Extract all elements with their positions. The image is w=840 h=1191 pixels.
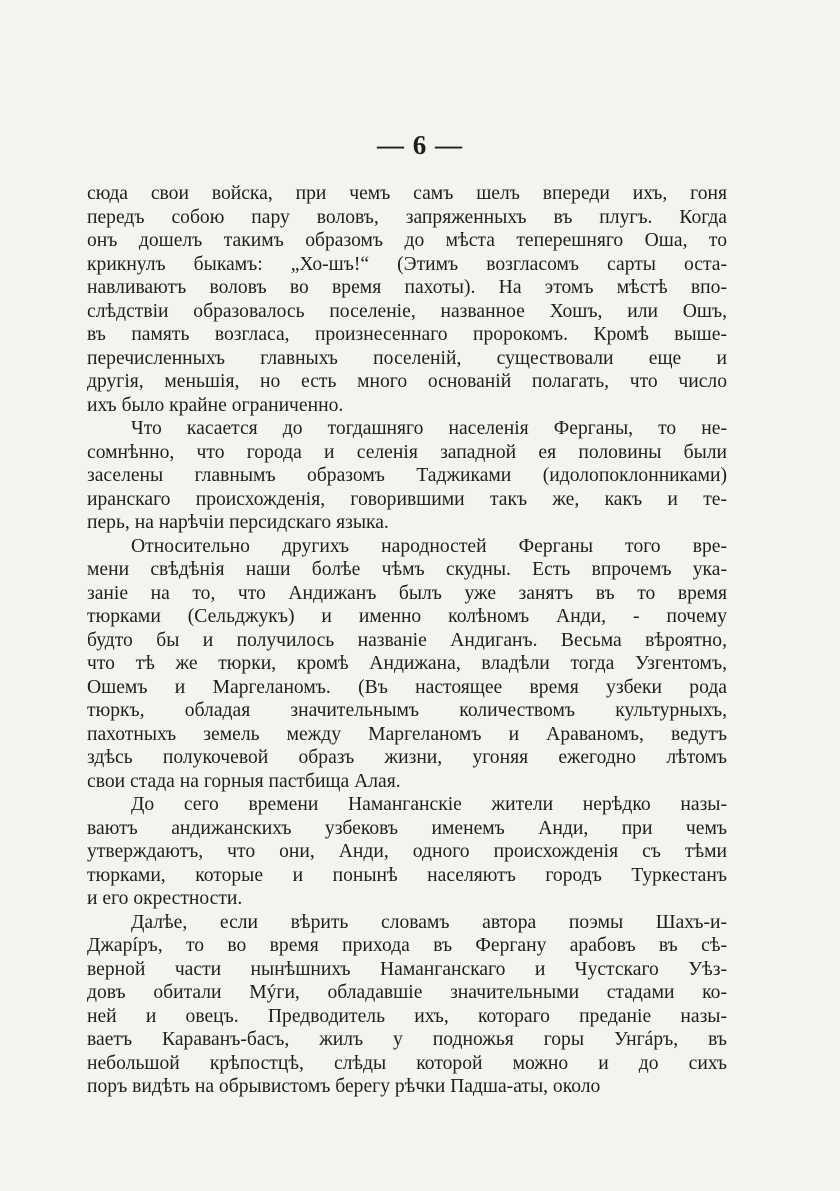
- text-line: тюрками, которые и понынѣ населяютъ городъ Туркестанъ: [87, 864, 727, 886]
- text-line: мени свѣдѣнія наши болѣе чѣмъ скудны. Есть впрочемъ ука-: [87, 559, 727, 580]
- text-line: сюда свои войска, при чемъ самъ шелъ впереди ихъ, гоня: [87, 183, 727, 204]
- text-line: Ошемъ и Маргеланомъ. (Въ настоящее время узбеки рода: [87, 676, 727, 698]
- text-line: онъ дошелъ такимъ образомъ до мѣста теперешняго Оша, то: [87, 230, 727, 251]
- text-line: иранскаго происхожденія, говорившими такъ же, какъ и те-: [87, 488, 727, 510]
- text-line: будто бы и получилось названіе Андиганъ. Весьма вѣроятно,: [87, 629, 727, 651]
- body-text: [87, 182, 727, 1099]
- text-line: ваютъ андижанскихъ узбековъ именемъ Анди, при чемъ: [87, 817, 727, 839]
- text-line: ихъ было крайне ограниченно.: [87, 394, 344, 416]
- text-line: другія, меньшія, но есть много основаній полагать, что число: [87, 371, 727, 392]
- text-line: заселены главнымъ образомъ Таджиками (идолопоклонниками): [87, 465, 727, 486]
- text-line: ваетъ Караванъ-басъ, жилъ у подножья горы Унгáръ, въ: [87, 1029, 727, 1050]
- text-line: ней и овецъ. Предводитель ихъ, котораго преданіе назы-: [87, 1005, 727, 1027]
- text-line: перечисленныхъ главныхъ поселеній, существовали еще и: [87, 347, 727, 369]
- paragraph-3: [87, 535, 727, 794]
- paragraph-5: [87, 911, 727, 1099]
- text-line: сомнѣнно, что города и селенія западной ея половины были: [87, 441, 727, 463]
- text-line: довъ обитали Мýги, обладавшіе значительными стадами ко-: [87, 982, 727, 1003]
- text-line: небольшой крѣпостцѣ, слѣды которой можно и до сихъ: [87, 1052, 727, 1074]
- text-line: тюрками (Сельджукъ) и именно колѣномъ Анди, - почему: [87, 606, 727, 627]
- text-line: перь, на нарѣчіи персидскаго языка.: [87, 512, 389, 533]
- paragraph-4: [87, 793, 727, 911]
- text-line: здѣсь полукочевой образъ жизни, угоняя ежегодно лѣтомъ: [87, 747, 727, 768]
- paragraph-1: [87, 182, 727, 417]
- text-line: Что касается до тогдашняго населенія Ферганы, то не-: [131, 418, 727, 439]
- text-line: Относительно другихъ народностей Ферганы того вре-: [131, 535, 727, 557]
- text-line: свои стада на горныя пастбища Алая.: [87, 770, 401, 792]
- text-line: верной части нынѣшнихъ Наманганскаго и Чустскаго Уѣз-: [87, 958, 727, 980]
- text-line: поръ видѣть на обрывистомъ берегу рѣчки Падша-аты, около: [87, 1076, 601, 1097]
- text-line: что тѣ же тюрки, кромѣ Андижана, владѣли тогда Узгентомъ,: [87, 653, 727, 674]
- text-line: и его окрестности.: [87, 888, 243, 909]
- text-line: крикнулъ быкамъ: „Хо-шъ!“ (Этимъ возгласомъ сарты оста-: [87, 253, 727, 275]
- text-line: передъ собою пару воловъ, запряженныхъ въ плугъ. Когда: [87, 206, 727, 228]
- text-line: До сего времени Наманганскіе жители нерѣдко назы-: [131, 794, 727, 815]
- text-line: навливаютъ воловъ во время пахоты). На этомъ мѣстѣ впо-: [87, 277, 727, 298]
- text-line: тюркъ, обладая значительнымъ количествомъ культурныхъ,: [87, 700, 727, 721]
- text-line: заніе на то, что Андижанъ былъ уже занятъ въ то время: [87, 582, 727, 604]
- text-line: слѣдствіи образовалось поселеніе, названное Хошъ, или Ошъ,: [87, 300, 727, 322]
- paragraph-2: [87, 417, 727, 535]
- text-line: Далѣе, если вѣрить словамъ автора поэмы Шахъ-и-: [131, 911, 727, 933]
- text-line: утверждаютъ, что они, Анди, одного происхожденія съ тѣми: [87, 841, 727, 862]
- text-line: Джарíръ, то во время прихода въ Фергану арабовъ въ сѣ-: [87, 935, 727, 956]
- text-line: пахотныхъ земель между Маргеланомъ и Араваномъ, ведутъ: [87, 723, 727, 745]
- page-number: — 6 —: [377, 130, 463, 160]
- text-line: въ память возгласа, произнесеннаго пророкомъ. Кромѣ выше-: [87, 324, 727, 345]
